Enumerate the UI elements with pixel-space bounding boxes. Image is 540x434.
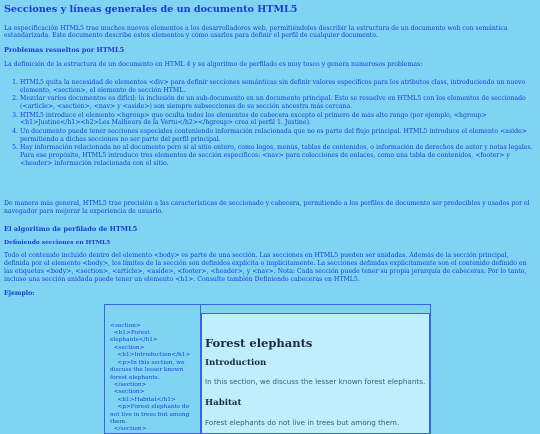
list-item: 3. HTML5 introduce el elemento <hgroup> que oculta todos los elementos de cabecera excepto el primero de más alto rango (por ejemplo, <hgroup><h1>Justine</h1><h2>Les Malheurs de la Vertu</h2></hgroup> crea el perfil 1. Justine). xyxy=(20,112,535,128)
problems-intro: La definición de la estructura de un documento en HTML 4 y su algoritmo de perfilado es muy tosco y genera numerosos problemas: xyxy=(4,60,423,68)
sections-paragraph: Todo el contenido incluido dentro del elemento <body> es parte de una sección. Las secciones en HTML5 pueden ser anidadas. Además de la sección principal, definida por el elemento <body>, los límites de la sección son definidos explícita o implícitamente. La secciones definidas explícitamente son el contenido definido en las etiquetas <body>, <section>, <article>, <aside>, <footer>, <header>, y <nav>. Nota: Cada sección puede tener su propia jerarquía de cabeceras. Por lo tanto, incluso una sección anidada puede tener un elemento <h1>. Consulte también Definiendo cabeceras en HTML5. xyxy=(4,251,527,283)
problems-heading: Problemas resueltos por HTML5 xyxy=(4,46,125,55)
problems-list xyxy=(4,79,535,168)
rendered-habitat-heading: Habitat xyxy=(205,397,242,408)
code-line: </section> xyxy=(110,426,147,433)
code-line: <p>Forest elephants do not live in trees but among them. xyxy=(110,404,192,425)
code-line: <h1>Forest elephants</h1> xyxy=(110,330,158,344)
code-line: <p>In this section, we discuss the lesser known forest elephants. xyxy=(110,359,187,381)
list-item: 5. Hay información relacionada no al documento pero sí al sitio entero, como logos, menús, tablas de contenidos, o información de derechos de autor y notas legales. Para ese propósito, HTML5 introduce tres elementos de sección específicos: <nav> para colecciones de enlaces, como una tabla de contenidos, <footer> y <header> información relacionada con el sitio. xyxy=(20,144,535,168)
code-line: <h1>Habitat</h1> xyxy=(110,396,176,403)
code-line: <section> xyxy=(110,344,145,351)
rendered-preview xyxy=(201,313,430,434)
code-line: <section> xyxy=(110,389,145,396)
rendered-title: Forest elephants xyxy=(205,335,313,350)
code-sample xyxy=(104,304,200,434)
code-line: <section> xyxy=(110,322,141,329)
example-container xyxy=(0,304,540,434)
code-line: </section> xyxy=(110,381,147,388)
page-title: Secciones y líneas generales de un documento HTML5 xyxy=(4,4,298,15)
code-line: <h1>Introduction</h1> xyxy=(110,352,191,359)
list-item: 4. Un documento puede tener secciones especiales conteniendo información relacionada que no es parte del flujo principal. HTML5 introduce el elemento <aside> permitiendo a dichas secciones no ser parte del perfil principal. xyxy=(20,128,535,144)
rendered-intro-text: In this section, we discuss the lesser known forest elephants. xyxy=(205,377,426,387)
list-item: 1. HTML5 quita la necesidad de elementos <div> para definir secciones semánticas sin definir valores específicos para los atributos class, introduciendo un nuevo elemento, <section>, el elemento de sección HTML. xyxy=(20,79,535,95)
intro-paragraph: La especificación HTML5 trae muchos nuevos elementos a los desarrolladores web, permitiéndoles describir la estructura de un documento web con semántica estandarizada. Este documento describe estos elementos y cómo usarlos para definir el perfil de cualquier documento. xyxy=(4,24,508,40)
rendered-output xyxy=(200,304,431,434)
algorithm-heading: El algoritmo de perfilado de HTML5 xyxy=(4,224,138,233)
example-label: Ejemplo: xyxy=(4,289,35,297)
sections-heading: Definiendo secciones en HTML5 xyxy=(4,239,111,247)
summary-paragraph: De manera más general, HTML5 trae precisión a las características de seccionado y cabecera, permitiendo a los perfiles de documento ser predecibles y usados por el navegador para mejorar la experiencia de usuario. xyxy=(4,200,530,216)
rendered-intro-heading: Introduction xyxy=(205,358,267,369)
list-item: 2. Mezclar varios documentos es difícil: la inclusión de un sub-documento en un documento principal. Esto se resuelve en HTML5 con los elementos de seccionado (<article>, <section>, <nav> y <aside>) son siempre subsecciones de su sección ancestra más cercana. xyxy=(20,95,535,111)
rendered-habitat-text: Forest elephants do not live in trees but among them. xyxy=(205,417,400,427)
